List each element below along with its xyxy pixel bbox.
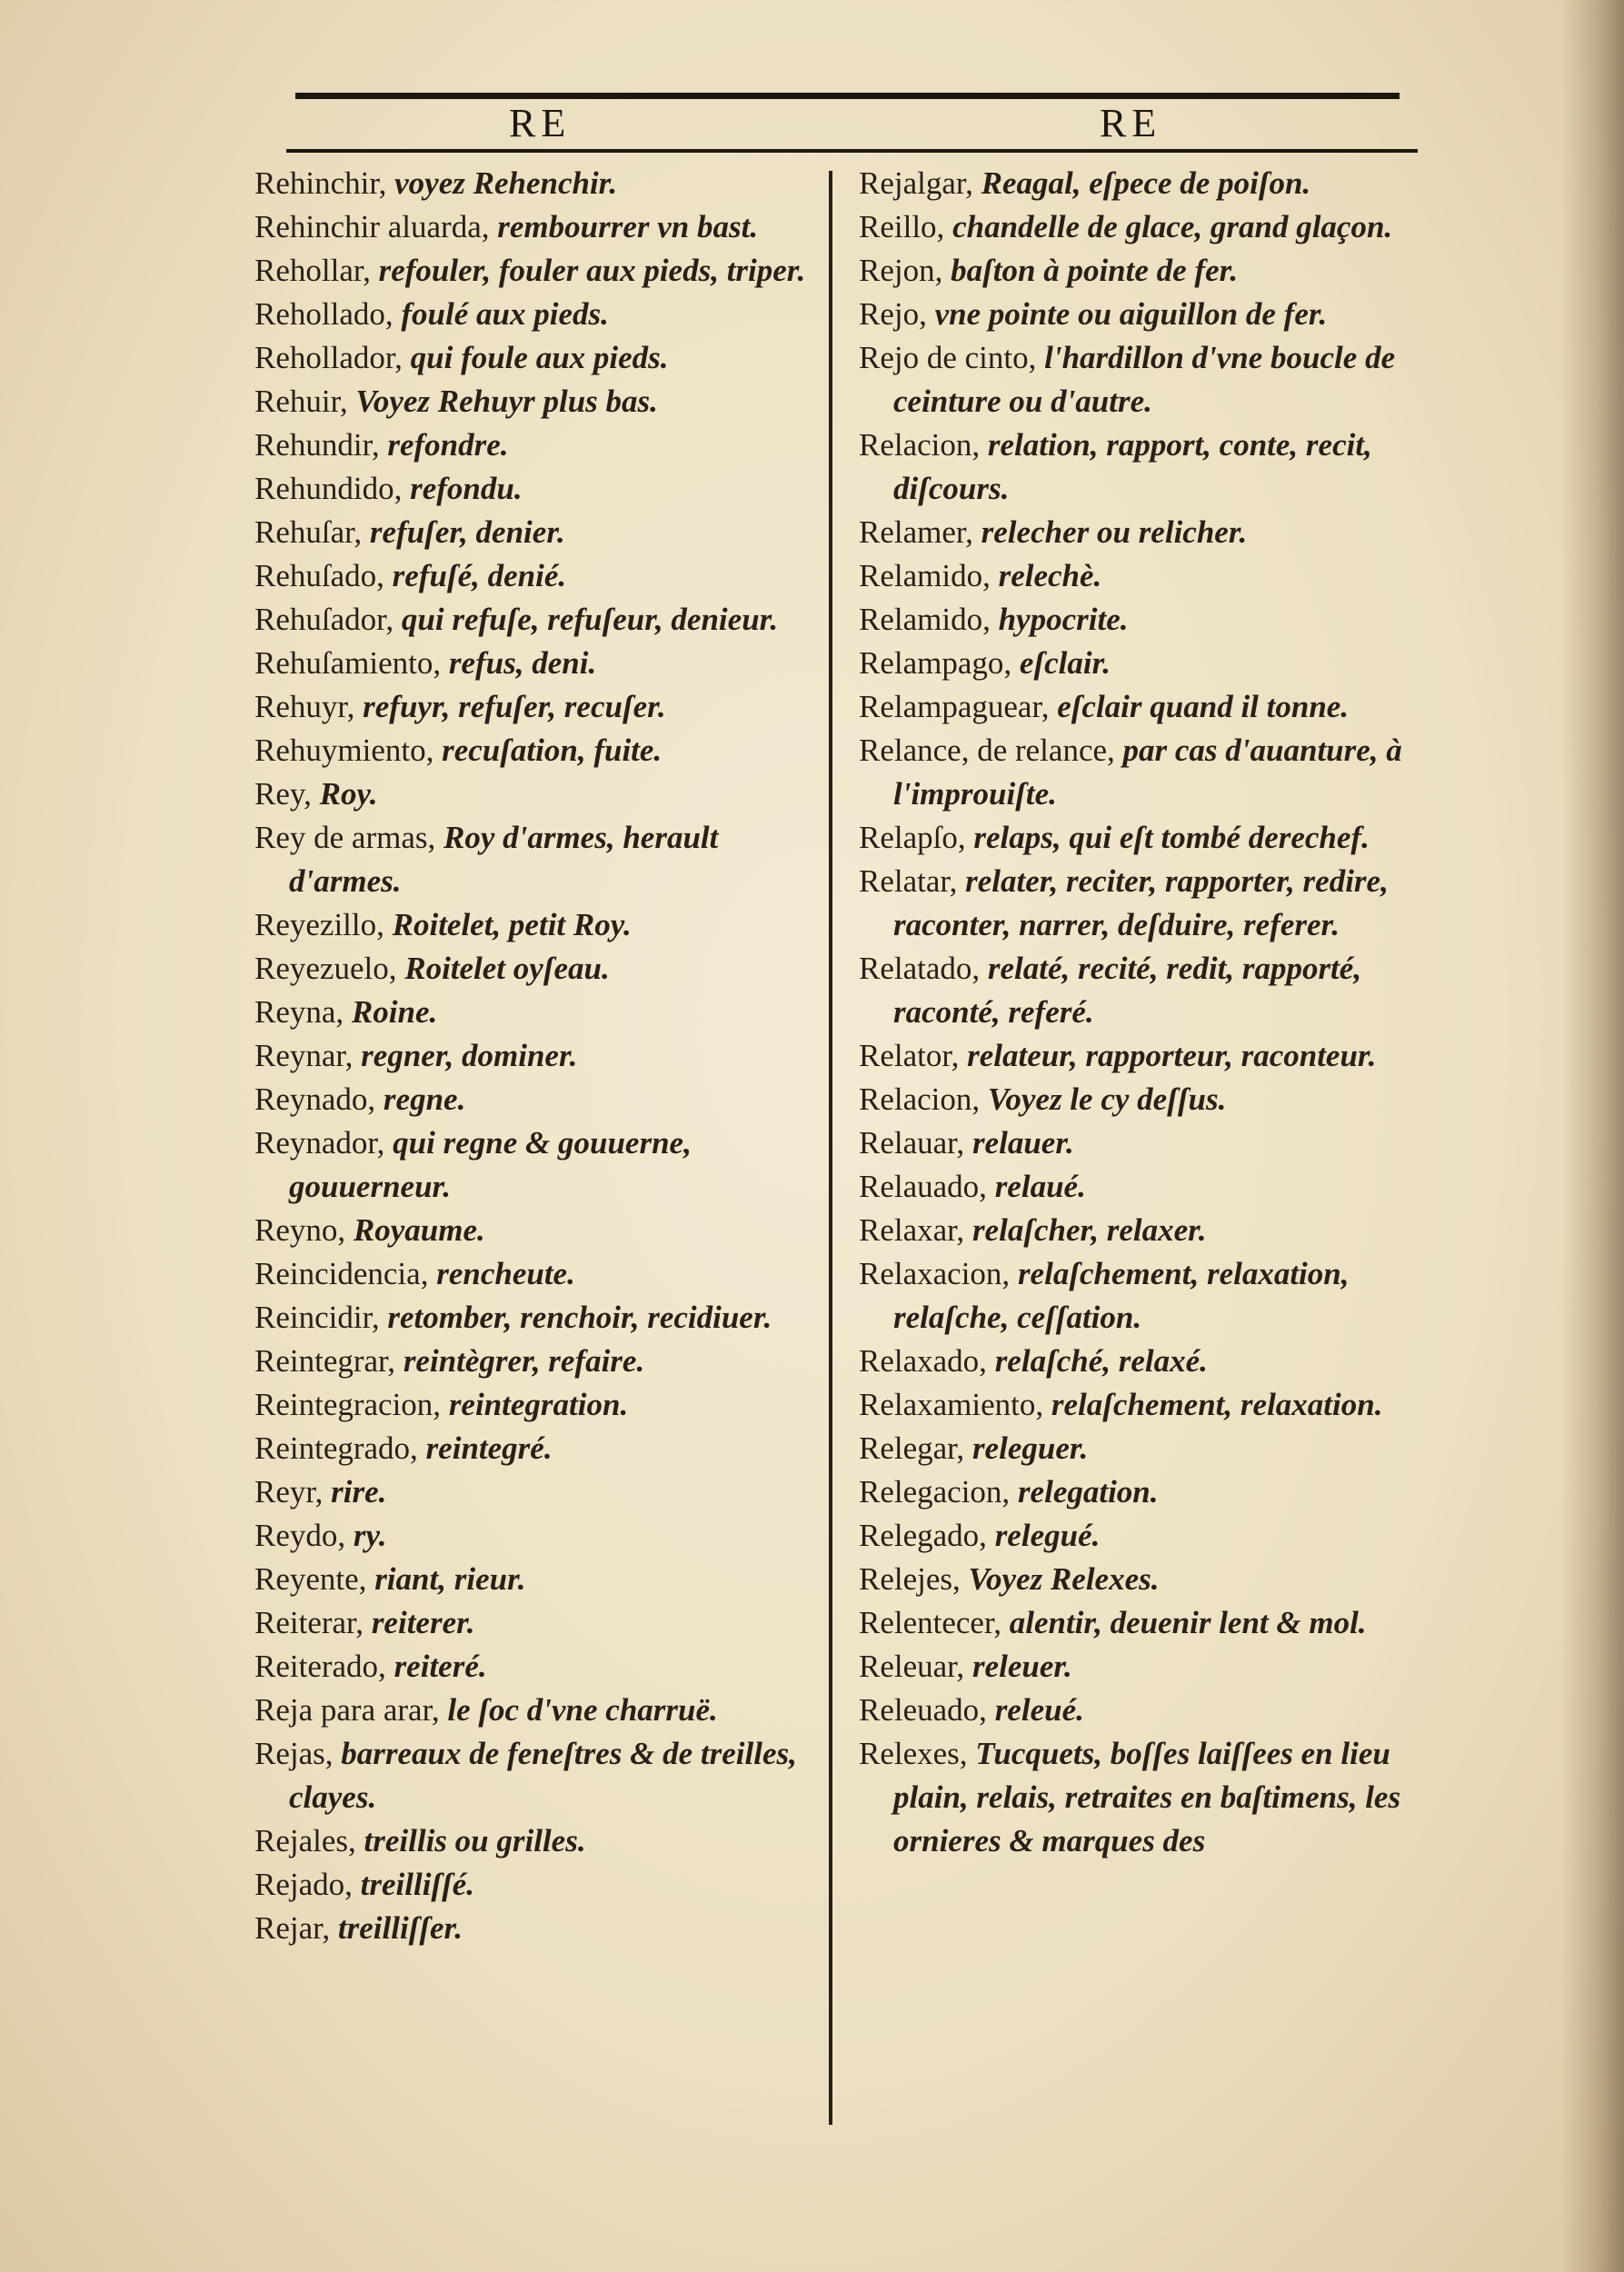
entry-headword: Rejales,: [254, 1823, 356, 1858]
dictionary-entry: [859, 729, 1422, 816]
entry-definition: Voyez Rehuyr plus bas.: [355, 384, 658, 419]
entry-definition: eſclair.: [1019, 645, 1111, 681]
entry-definition: Royaume.: [353, 1212, 485, 1248]
entry-headword: Reiterado,: [254, 1649, 386, 1684]
entry-headword: Rehollado,: [254, 296, 394, 332]
entry-definition: relaſchement, relaxation.: [1051, 1387, 1383, 1422]
entry-headword: Relaxamiento,: [859, 1387, 1044, 1422]
entry-headword: Rehuſador,: [254, 602, 394, 637]
entry-headword: Relentecer,: [859, 1605, 1001, 1640]
entry-headword: Reincidencia,: [254, 1256, 429, 1291]
entry-headword: Reincidir,: [254, 1300, 380, 1335]
entry-definition: qui regne & gouuerne, gouuerneur.: [289, 1125, 692, 1204]
entry-headword: Relegado,: [859, 1518, 987, 1553]
dictionary-entry: [254, 1601, 818, 1645]
dictionary-entry: [254, 947, 818, 991]
entry-definition: refuſer, denier.: [369, 514, 565, 550]
dictionary-entry: [254, 1732, 818, 1819]
dictionary-entry: [859, 1514, 1422, 1558]
dictionary-entry: [859, 1252, 1422, 1340]
dictionary-entry: [254, 1907, 818, 1950]
entry-headword: Relexes,: [859, 1736, 968, 1771]
entry-headword: Reyente,: [254, 1561, 367, 1597]
entry-definition: releguer.: [971, 1430, 1089, 1466]
entry-headword: Relauar,: [859, 1125, 965, 1161]
dictionary-entry: [254, 772, 818, 816]
dictionary-entry: [254, 598, 818, 642]
dictionary-entry: [859, 1383, 1422, 1427]
entry-definition: treilliſſé.: [360, 1867, 475, 1902]
dictionary-entry: [859, 293, 1422, 336]
entry-definition: relaps, qui eſt tombé derechef.: [973, 820, 1370, 855]
entry-headword: Rehinchir aluarda,: [254, 209, 490, 244]
dictionary-entry: [254, 380, 818, 424]
entry-headword: Relator,: [859, 1038, 960, 1073]
entry-headword: Reyezuelo,: [254, 951, 397, 986]
dictionary-entry: [859, 249, 1422, 293]
dictionary-entry: [859, 1034, 1422, 1078]
entry-headword: Relamido,: [859, 602, 991, 637]
entry-headword: Reynar,: [254, 1038, 354, 1073]
entry-definition: relater, reciter, rapporter, redire, raconter, narrer, deſduire, referer.: [893, 863, 1389, 942]
entry-definition: reintègrer, refaire.: [403, 1343, 645, 1379]
right-column: [859, 162, 1422, 1863]
entry-definition: le ſoc d'vne charruë.: [447, 1692, 718, 1728]
entry-definition: Roitelet oyſeau.: [404, 951, 610, 986]
entry-headword: Reyezillo,: [254, 907, 384, 942]
entry-definition: qui refuſe, refuſeur, denieur.: [401, 602, 779, 637]
dictionary-entry: [254, 991, 818, 1034]
dictionary-entry: [254, 903, 818, 947]
dictionary-entry: [254, 685, 818, 729]
entry-headword: Rehollar,: [254, 253, 371, 288]
entry-headword: Relegacion,: [859, 1474, 1011, 1510]
dictionary-entry: [859, 162, 1422, 205]
entry-definition: recuſation, fuite.: [442, 732, 663, 768]
entry-headword: Reyna,: [254, 994, 344, 1030]
dictionary-entry: [254, 1470, 818, 1514]
entry-headword: Relampago,: [859, 645, 1012, 681]
entry-definition: relecher ou relicher.: [981, 514, 1248, 550]
entry-definition: regne.: [383, 1081, 466, 1117]
dictionary-entry: [254, 293, 818, 336]
entry-headword: Relaxar,: [859, 1212, 965, 1248]
entry-definition: treillis ou grilles.: [364, 1823, 586, 1858]
column-divider: [829, 171, 832, 2125]
entry-definition: relaſcher, relaxer.: [971, 1212, 1207, 1248]
entry-definition: releuer.: [971, 1649, 1072, 1684]
entry-headword: Relamido,: [859, 558, 991, 593]
entry-definition: par cas d'auanture, à l'improuiſte.: [893, 732, 1402, 812]
entry-headword: Reynado,: [254, 1081, 376, 1117]
entry-definition: qui foule aux pieds.: [410, 340, 669, 375]
entry-definition: chandelle de glace, grand glaçon.: [952, 209, 1393, 244]
top-rule: [295, 93, 1400, 99]
entry-definition: riant, rieur.: [374, 1561, 526, 1597]
entry-headword: Relatar,: [859, 863, 958, 899]
dictionary-entry: [254, 1340, 818, 1383]
dictionary-entry: [254, 1689, 818, 1732]
entry-headword: Reydo,: [254, 1518, 346, 1553]
entry-headword: Rejar,: [254, 1910, 331, 1946]
page-spine-shadow: [1560, 0, 1624, 2272]
dictionary-entry: [859, 598, 1422, 642]
header-rule: [286, 149, 1418, 153]
dictionary-entry: [859, 816, 1422, 860]
entry-headword: Rehinchir,: [254, 165, 387, 201]
entry-headword: Relamer,: [859, 514, 973, 550]
dictionary-entry: [859, 511, 1422, 554]
entry-definition: baſton à pointe de fer.: [951, 253, 1239, 288]
entry-headword: Rejo,: [859, 296, 927, 332]
dictionary-entry: [254, 729, 818, 772]
dictionary-entry: [859, 1558, 1422, 1601]
entry-definition: relechè.: [998, 558, 1102, 593]
entry-headword: Relapſo,: [859, 820, 966, 855]
entry-definition: barreaux de feneſtres & de treilles, clayes.: [289, 1736, 797, 1815]
entry-definition: reiteré.: [394, 1649, 487, 1684]
entry-headword: Relacion,: [859, 1081, 981, 1117]
entry-definition: refuſé, denié.: [392, 558, 567, 593]
dictionary-entry: [859, 1078, 1422, 1121]
entry-headword: Reillo,: [859, 209, 945, 244]
entry-headword: Relaxacion,: [859, 1256, 1011, 1291]
dictionary-entry: [859, 1732, 1422, 1863]
dictionary-entry: [254, 1863, 818, 1907]
entry-definition: ry.: [353, 1518, 387, 1553]
entry-definition: vne pointe ou aiguillon de fer.: [934, 296, 1328, 332]
entry-definition: rencheute.: [436, 1256, 575, 1291]
entry-definition: relaué.: [994, 1169, 1086, 1204]
entry-definition: treilliſſer.: [337, 1910, 463, 1946]
entry-headword: Reyno,: [254, 1212, 346, 1248]
entry-headword: Relatado,: [859, 951, 981, 986]
dictionary-entry: [859, 642, 1422, 685]
entry-definition: refondu.: [410, 471, 523, 506]
entry-headword: Relegar,: [859, 1430, 965, 1466]
entry-headword: Rehuyr,: [254, 689, 355, 724]
left-column: [254, 162, 818, 1950]
entry-definition: Reagal, eſpece de poiſon.: [981, 165, 1311, 201]
dictionary-entry: [254, 162, 818, 205]
dictionary-entry: [859, 424, 1422, 511]
entry-headword: Rejo de cinto,: [859, 340, 1037, 375]
entry-headword: Reintegracion,: [254, 1387, 442, 1422]
dictionary-entry: [859, 685, 1422, 729]
entry-headword: Rehuymiento,: [254, 732, 434, 768]
entry-definition: eſclair quand il tonne.: [1057, 689, 1350, 724]
dictionary-entry: [859, 860, 1422, 947]
dictionary-entry: [859, 1209, 1422, 1252]
entry-definition: hypocrite.: [998, 602, 1129, 637]
dictionary-entry: [254, 1078, 818, 1121]
entry-headword: Rehollador,: [254, 340, 403, 375]
entry-headword: Rehuir,: [254, 384, 348, 419]
dictionary-entry: [254, 424, 818, 467]
entry-headword: Rehuſado,: [254, 558, 384, 593]
entry-headword: Rejalgar,: [859, 165, 973, 201]
dictionary-entry: [254, 1427, 818, 1470]
entry-headword: Reintegrar,: [254, 1343, 396, 1379]
entry-definition: voyez Rehenchir.: [394, 165, 618, 201]
entry-definition: Voyez le cy deſſus.: [987, 1081, 1227, 1117]
dictionary-entry: [254, 511, 818, 554]
entry-definition: Roy d'armes, herault d'armes.: [289, 820, 719, 899]
entry-definition: relauer.: [971, 1125, 1074, 1161]
dictionary-entry: [859, 1470, 1422, 1514]
dictionary-entry: [859, 947, 1422, 1034]
entry-definition: relation, rapport, conte, recit, diſcours.: [893, 427, 1372, 506]
dictionary-entry: [254, 554, 818, 598]
dictionary-entry: [254, 1034, 818, 1078]
dictionary-entry: [859, 1427, 1422, 1470]
entry-headword: Releuar,: [859, 1649, 965, 1684]
entry-headword: Rehuſamiento,: [254, 645, 442, 681]
entry-headword: Rehundir,: [254, 427, 380, 463]
entry-definition: refondre.: [387, 427, 509, 463]
entry-headword: Relacion,: [859, 427, 981, 463]
entry-definition: rire.: [331, 1474, 387, 1510]
entry-definition: Tucquets, boſſes laiſſees en lieu plain, relais, retraites en baſtimens, les ornieres & marques des: [893, 1736, 1401, 1858]
entry-definition: reintegré.: [425, 1430, 553, 1466]
dictionary-entry: [859, 554, 1422, 598]
entry-definition: reintegration.: [448, 1387, 629, 1422]
dictionary-entry: [859, 336, 1422, 424]
entry-headword: Releuado,: [859, 1692, 987, 1728]
entry-headword: Reynador,: [254, 1125, 385, 1161]
dictionary-entry: [254, 1209, 818, 1252]
dictionary-entry: [254, 1819, 818, 1863]
entry-definition: relegué.: [994, 1518, 1101, 1553]
entry-definition: relaſché, relaxé.: [994, 1343, 1208, 1379]
running-head-left: RE: [509, 101, 572, 145]
dictionary-entry: [254, 1383, 818, 1427]
entry-headword: Reyr,: [254, 1474, 324, 1510]
running-head-right: RE: [1100, 101, 1162, 145]
entry-definition: alentir, deuenir lent & mol.: [1009, 1605, 1367, 1640]
entry-headword: Relejes,: [859, 1561, 961, 1597]
dictionary-entry: [254, 249, 818, 293]
entry-headword: Rejas,: [254, 1736, 334, 1771]
entry-definition: Roine.: [351, 994, 438, 1030]
dictionary-entry: [254, 1514, 818, 1558]
entry-definition: relaté, recité, redit, rapporté, raconté, referé.: [893, 951, 1362, 1030]
entry-headword: Relauado,: [859, 1169, 987, 1204]
entry-headword: Reja para arar,: [254, 1692, 440, 1728]
dictionary-entry: [254, 1121, 818, 1209]
entry-headword: Rejon,: [859, 253, 943, 288]
entry-headword: Rehundido,: [254, 471, 403, 506]
entry-headword: Relance, de relance,: [859, 732, 1115, 768]
entry-definition: Roitelet, petit Roy.: [392, 907, 632, 942]
dictionary-entry: [254, 1558, 818, 1601]
entry-definition: relegation.: [1017, 1474, 1159, 1510]
entry-headword: Reintegrado,: [254, 1430, 418, 1466]
entry-headword: Rehuſar,: [254, 514, 363, 550]
entry-definition: regner, dominer.: [361, 1038, 578, 1073]
entry-definition: l'hardillon d'vne boucle de ceinture ou d'autre.: [893, 340, 1396, 419]
dictionary-entry: [254, 1296, 818, 1340]
dictionary-entry: [254, 336, 818, 380]
entry-headword: Relaxado,: [859, 1343, 987, 1379]
entry-definition: releué.: [994, 1692, 1084, 1728]
entry-definition: foulé aux pieds.: [401, 296, 609, 332]
entry-definition: retomber, renchoir, recidiuer.: [387, 1300, 772, 1335]
dictionary-entry: [859, 1121, 1422, 1165]
entry-definition: refus, deni.: [448, 645, 597, 681]
entry-definition: Voyez Relexes.: [968, 1561, 1160, 1597]
dictionary-entry: [254, 816, 818, 903]
entry-definition: Roy.: [319, 776, 378, 812]
dictionary-entry: [254, 205, 818, 249]
entry-definition: refouler, fouler aux pieds, triper.: [378, 253, 806, 288]
entry-definition: refuyr, refuſer, recuſer.: [363, 689, 666, 724]
entry-headword: Reiterar,: [254, 1605, 364, 1640]
entry-definition: rembourrer vn bast.: [497, 209, 759, 244]
entry-headword: Rejado,: [254, 1867, 353, 1902]
entry-headword: Relampaguear,: [859, 689, 1050, 724]
dictionary-entry: [254, 1252, 818, 1296]
dictionary-entry: [859, 205, 1422, 249]
dictionary-entry: [859, 1601, 1422, 1645]
dictionary-entry: [254, 1645, 818, 1689]
dictionary-entry: [254, 467, 818, 511]
entry-definition: relateur, rapporteur, raconteur.: [967, 1038, 1377, 1073]
entry-definition: relaſchement, relaxation, relaſche, ceſſation.: [893, 1256, 1350, 1335]
dictionary-entry: [254, 642, 818, 685]
entry-headword: Rey,: [254, 776, 312, 812]
entry-headword: Rey de armas,: [254, 820, 436, 855]
entry-definition: reiterer.: [371, 1605, 475, 1640]
dictionary-entry: [859, 1340, 1422, 1383]
dictionary-entry: [859, 1645, 1422, 1689]
dictionary-entry: [859, 1689, 1422, 1732]
dictionary-entry: [859, 1165, 1422, 1209]
